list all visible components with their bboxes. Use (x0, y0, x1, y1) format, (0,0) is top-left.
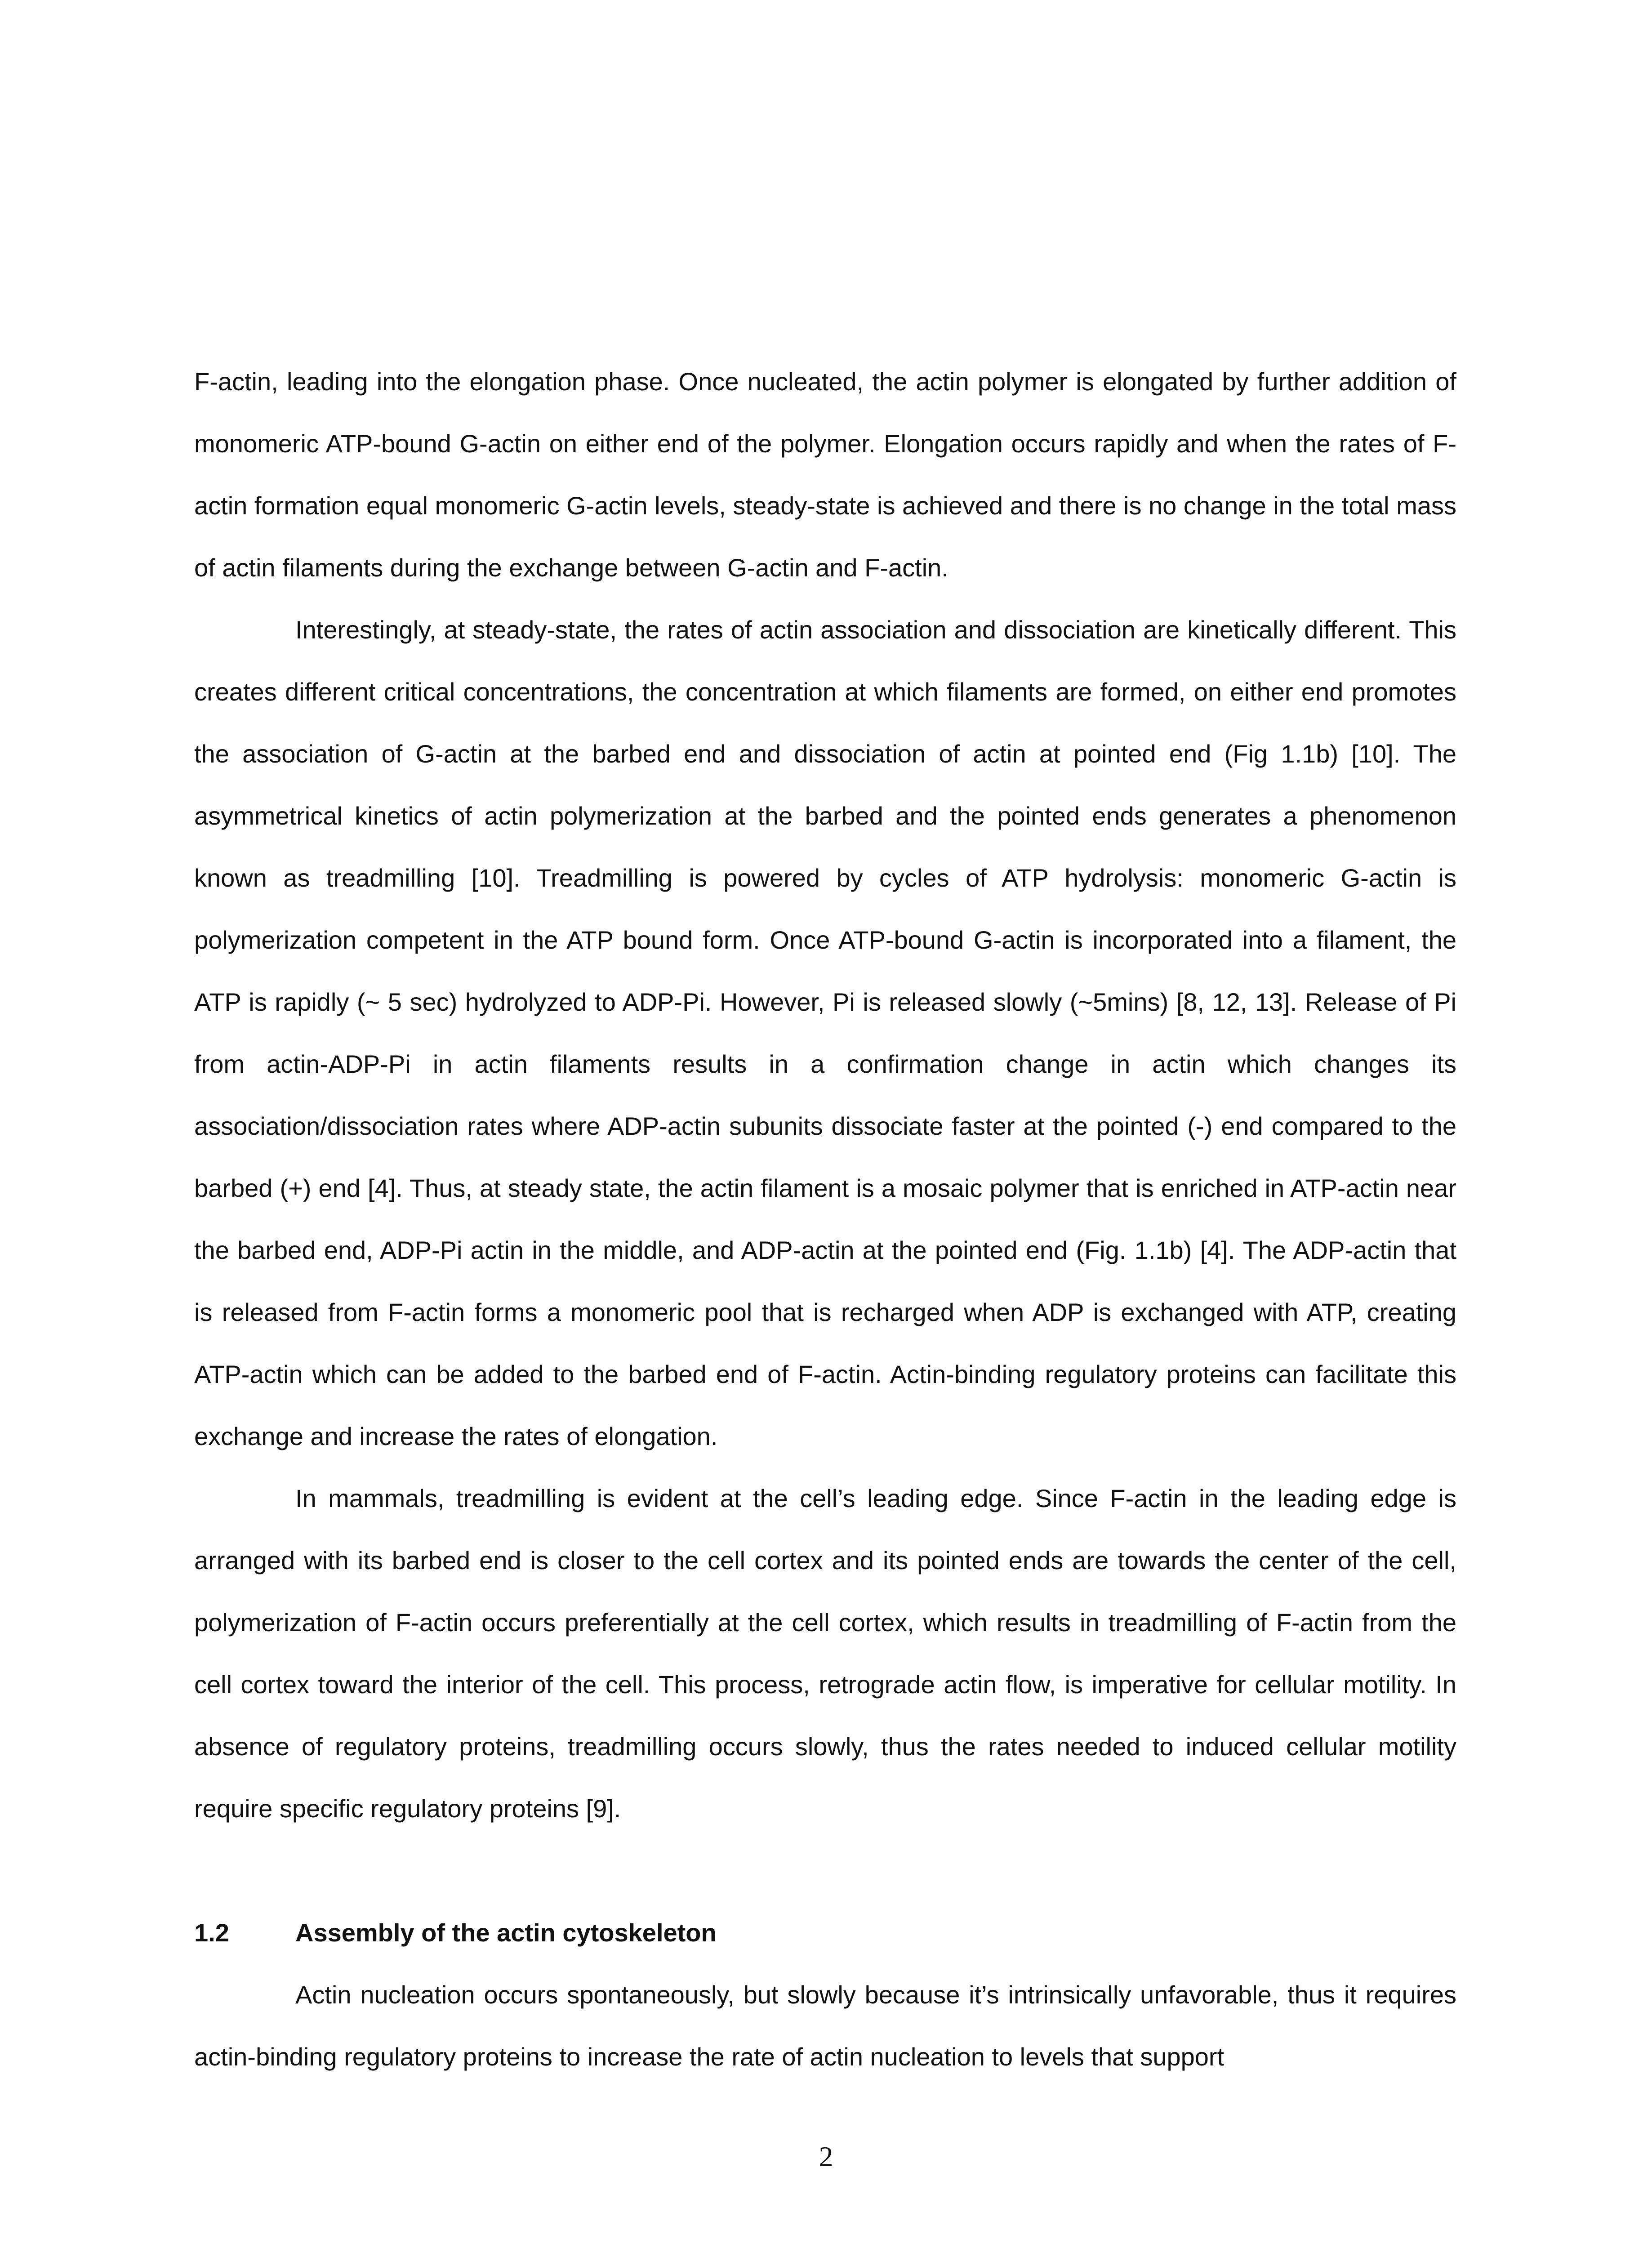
section-number: 1.2 (194, 1918, 229, 1947)
page-number: 2 (819, 2141, 833, 2172)
paragraph-steady-state: Interestingly, at steady-state, the rates of actin association and dissociation are kinetically different. This creates different critical concentrations, the concentration at which filaments are formed, on either end promotes the association of G-actin at the barbed end and dissociation of actin at pointed end (Fig 1.1b) [10]. The asymmetrical kinetics of actin polymerization at the barbed and the pointed ends generates a phenomenon known as treadmilling [10]. Treadmilling is powered by cycles of ATP hydrolysis: monomeric G-actin is polymerization competent in the ATP bound form. Once ATP-bound G-actin is incorporated into a filament, the ATP is rapidly (~ 5 sec) hydrolyzed to ADP-Pi. However, Pi is released slowly (~5mins) [8, 12, 13]. Release of Pi from actin-ADP-Pi in actin filaments results in a confirmation change in actin which changes its association/dissociation rates where ADP-actin subunits dissociate faster at the pointed (-) end compared to the barbed (+) end [4]. Thus, at steady state, the actin filament is a mosaic polymer that is enriched in ATP-actin near the barbed end, ADP-Pi actin in the middle, and ADP-actin at the pointed end (Fig. 1.1b) [4]. The ADP-actin that is released from F-actin forms a monomeric pool that is recharged when ADP is exchanged with ATP, creating ATP-actin which can be added to the barbed end of F-actin. Actin-binding regulatory proteins can facilitate this exchange and increase the rates of elongation. (194, 616, 1456, 1450)
section-heading (194, 1902, 1456, 1964)
body-text (194, 351, 1456, 2088)
section-title: Assembly of the actin cytoskeleton (295, 1918, 717, 1947)
paragraph-continuation: F-actin, leading into the elongation phase. Once nucleated, the actin polymer is elongated by further addition of monomeric ATP-bound G-actin on either end of the polymer. Elongation occurs rapidly and when the rates of F-actin formation equal monomeric G-actin levels, steady-state is achieved and there is no change in the total mass of actin filaments during the exchange between G-actin and F-actin. (194, 367, 1456, 582)
paragraph-treadmilling-mammals: In mammals, treadmilling is evident at the cell’s leading edge. Since F-actin in the leading edge is arranged with its barbed end is closer to the cell cortex and its pointed ends are towards the center of the cell, polymerization of F-actin occurs preferentially at the cell cortex, which results in treadmilling of F-actin from the cell cortex toward the interior of the cell. This process, retrograde actin flow, is imperative for cellular motility. In absence of regulatory proteins, treadmilling occurs slowly, thus the rates needed to induced cellular motility require specific regulatory proteins [9]. (194, 1484, 1456, 1823)
paragraph-nucleation: Actin nucleation occurs spontaneously, but slowly because it’s intrinsically unfavorable, thus it requires actin-binding regulatory proteins to increase the rate of actin nucleation to levels that support (194, 1980, 1456, 2071)
